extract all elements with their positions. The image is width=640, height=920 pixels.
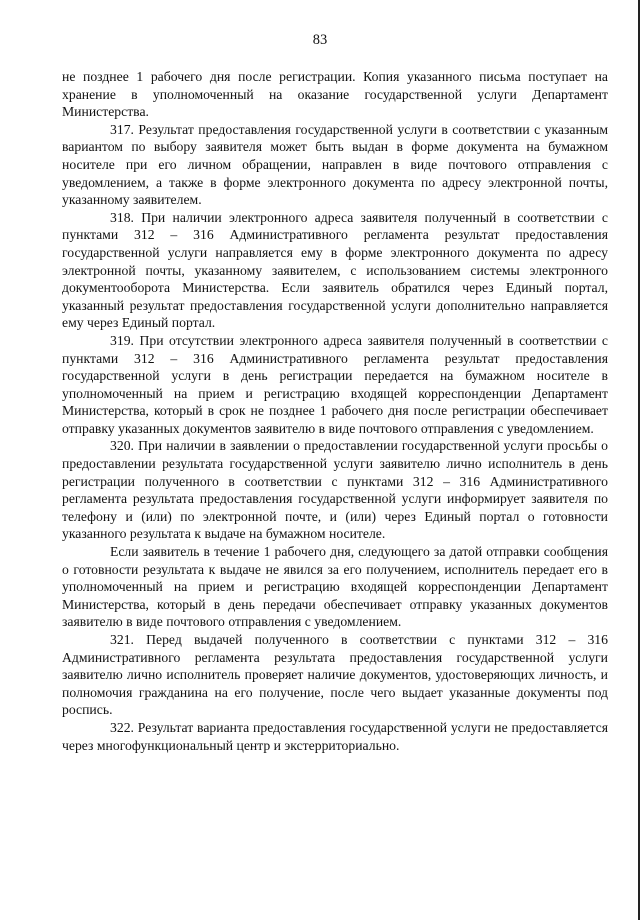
paragraph-320: 320. При наличии в заявлении о предоставлении государственной услуги просьбы о предоставлении результата государственной услуги заявителю лично исполнитель в день регистрации полученного в соответствии с пунктами 312 – 316 Административного регламента результата предоставления государственной услуги информирует заявителя по телефону и (или) по электронной почте, и (или) через Единый портал о готовности указанного результата к выдаче на бумажном носителе. [62, 438, 608, 542]
paragraph-319: 319. При отсутствии электронного адреса заявителя полученный в соответствии с пунктами 312 – 316 Административного регламента результат предоставления государственной услуги в день регистрации передается на бумажном носителе в уполномоченный на прием и регистрацию входящей корреспонденции Департамент Министерства, который в срок не позднее 1 рабочего дня после регистрации обеспечивает отправку указанных документов заявителю в виде почтового отправления с уведомлением. [62, 332, 608, 436]
paragraph: не позднее 1 рабочего дня после регистрации. Копия указанного письма поступает на хранение в уполномоченный на оказание государственной услуги Департамент Министерства. [62, 69, 608, 120]
paragraph-318: 318. При наличии электронного адреса заявителя полученный в соответствии с пунктами 312 – 316 Административного регламента результат предоставления государственной услуги направляется ему в форме электронного документа по адресу электронной почты, указанному заявителем, с использованием системы электронного документооборота Министерства. Если заявитель обратился через Единый портал, указанный результат предоставления государственной услуги дополнительно направляется ему через Единый портал. [62, 209, 608, 331]
paragraph-317: 317. Результат предоставления государственной услуги в соответствии с указанным вариантом по выбору заявителя может быть выдан в форме документа на бумажном носителе при его личном обращении, направлен в виде почтового отправления с уведомлением, а также в форме электронного документа по адресу электронной почты, указанному заявителем. [62, 121, 608, 208]
document-body [62, 68, 608, 754]
paragraph-320-continued: Если заявитель в течение 1 рабочего дня, следующего за датой отправки сообщения о готовности результата к выдаче не явился за его получением, исполнитель передает его в уполномоченный на прием и регистрацию входящей корреспонденции Департамент Министерства, который в день передачи обеспечивает отправку указанных документов заявителю в виде почтового отправления с уведомлением. [62, 544, 608, 630]
paragraph-322: 322. Результат варианта предоставления государственной услуги не предоставляется через многофункциональный центр и экстерриториально. [62, 719, 608, 753]
paragraph-321: 321. Перед выдачей полученного в соответствии с пунктами 312 – 316 Административного регламента результата предоставления государственной услуги заявителю лично исполнитель проверяет наличие документов, удостоверяющих личность, и полномочия гражданина на его получение, после чего выдает указанные документы под роспись. [62, 632, 608, 718]
page-number: 83 [312, 32, 328, 48]
